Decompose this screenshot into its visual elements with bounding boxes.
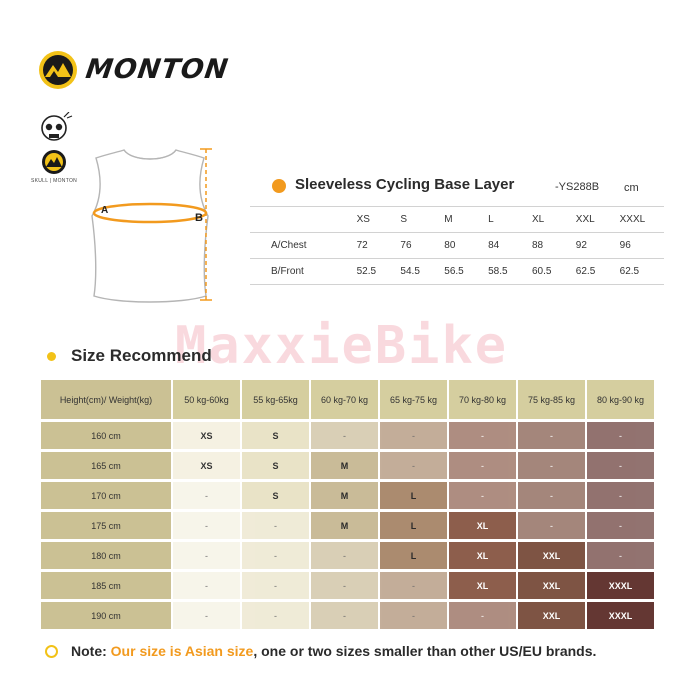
note-highlight: Our size is Asian size [110,643,254,659]
product-code: -YS288B [555,181,600,193]
measure-cell: 52.5 [357,259,401,285]
size-cell: - [242,542,309,569]
height-cell: 160 cm [41,422,171,449]
size-cell: - [449,482,516,509]
table-row [41,572,654,599]
weight-header: 60 kg-70 kg [311,380,378,419]
chest-row [250,233,664,259]
size-cell: - [311,422,378,449]
weight-header-row [41,380,654,419]
size-cell: L [380,542,447,569]
monton-logo-icon [38,50,78,90]
height-cell: 180 cm [41,542,171,569]
size-header: XL [532,207,576,233]
size-cell: - [242,602,309,629]
measure-cell: 54.5 [400,259,444,285]
bullet-icon [47,352,56,361]
measure-cell: 80 [444,233,488,259]
measure-cell: 60.5 [532,259,576,285]
size-cell: M [311,482,378,509]
size-cell: XXL [518,542,585,569]
size-cell: - [449,452,516,479]
weight-header: 70 kg-80 kg [449,380,516,419]
product-title: Sleeveless Cycling Base Layer [295,176,515,193]
size-cell: - [587,422,654,449]
recommend-table [39,377,656,632]
size-note [71,643,596,659]
height-cell: 190 cm [41,602,171,629]
measure-cell: 72 [357,233,401,259]
size-cell: XXXL [587,572,654,599]
measure-cell: 62.5 [576,259,620,285]
size-cell: XS [173,422,240,449]
weight-header: 75 kg-85 kg [518,380,585,419]
note-bullet-icon [45,645,58,658]
table-row [41,602,654,629]
size-cell: M [311,452,378,479]
size-header: XXL [576,207,620,233]
size-chart-table [250,206,664,285]
chest-label: A [101,205,109,216]
size-header: XS [357,207,401,233]
table-row [41,542,654,569]
recommend-title: Size Recommend [71,346,212,365]
weight-header: 65 kg-75 kg [380,380,447,419]
size-header: XXXL [620,207,664,233]
height-weight-header: Height(cm)/ Weight(kg) [41,380,171,419]
size-cell: - [311,542,378,569]
size-cell: XXL [518,602,585,629]
measure-cell: 96 [620,233,664,259]
size-cell: - [449,422,516,449]
size-cell: - [587,452,654,479]
weight-header: 50 kg-60kg [173,380,240,419]
size-cell: XL [449,512,516,539]
size-header: S [400,207,444,233]
bullet-icon [272,179,286,193]
size-cell: - [518,422,585,449]
size-cell: - [173,602,240,629]
size-header: M [444,207,488,233]
row-label: A/Chest [250,233,357,259]
size-cell: - [518,512,585,539]
size-cell: L [380,482,447,509]
measure-cell: 92 [576,233,620,259]
size-cell: XXL [518,572,585,599]
table-row [41,452,654,479]
note-suffix: , one or two sizes smaller than other US/EU brands. [253,643,597,659]
size-cell: L [380,512,447,539]
size-cell: - [242,572,309,599]
size-cell: - [173,512,240,539]
watermark-text: MaxxieBike [175,316,509,376]
size-cell: - [380,452,447,479]
height-cell: 175 cm [41,512,171,539]
height-cell: 170 cm [41,482,171,509]
size-cell: - [587,542,654,569]
measure-cell: 62.5 [620,259,664,285]
measure-cell: 88 [532,233,576,259]
row-label: B/Front [250,259,357,285]
height-cell: 185 cm [41,572,171,599]
height-cell: 165 cm [41,452,171,479]
measure-cell: 84 [488,233,532,259]
table-row [41,482,654,509]
size-cell: - [380,602,447,629]
size-cell: - [311,602,378,629]
size-cell: - [173,542,240,569]
note-prefix: Note: [71,643,111,659]
size-cell: - [518,482,585,509]
size-cell: - [449,602,516,629]
weight-header: 55 kg-65kg [242,380,309,419]
size-cell: XS [173,452,240,479]
size-cell: - [380,572,447,599]
table-row [41,422,654,449]
size-cell: - [311,572,378,599]
size-cell: XL [449,572,516,599]
size-cell: - [587,482,654,509]
size-cell: - [242,512,309,539]
table-row [41,512,654,539]
measure-cell: 58.5 [488,259,532,285]
measure-cell: 76 [400,233,444,259]
size-cell: XL [449,542,516,569]
unit-label: cm [624,182,639,194]
size-cell: - [518,452,585,479]
size-header: L [488,207,532,233]
front-row [250,259,664,285]
size-cell: - [173,572,240,599]
size-header-row [250,207,664,233]
size-header-blank [250,207,357,233]
brand-caption: SKULL | MONTON [31,178,78,184]
size-cell: S [242,422,309,449]
size-cell: - [173,482,240,509]
size-cell: XXXL [587,602,654,629]
size-cell: S [242,482,309,509]
measure-cell: 56.5 [444,259,488,285]
front-label: B [195,212,203,224]
vest-illustration [70,136,230,306]
size-cell: - [380,422,447,449]
size-cell: M [311,512,378,539]
size-cell: S [242,452,309,479]
size-cell: - [587,512,654,539]
weight-header: 80 kg-90 kg [587,380,654,419]
brand-name: MONTON [83,54,231,85]
